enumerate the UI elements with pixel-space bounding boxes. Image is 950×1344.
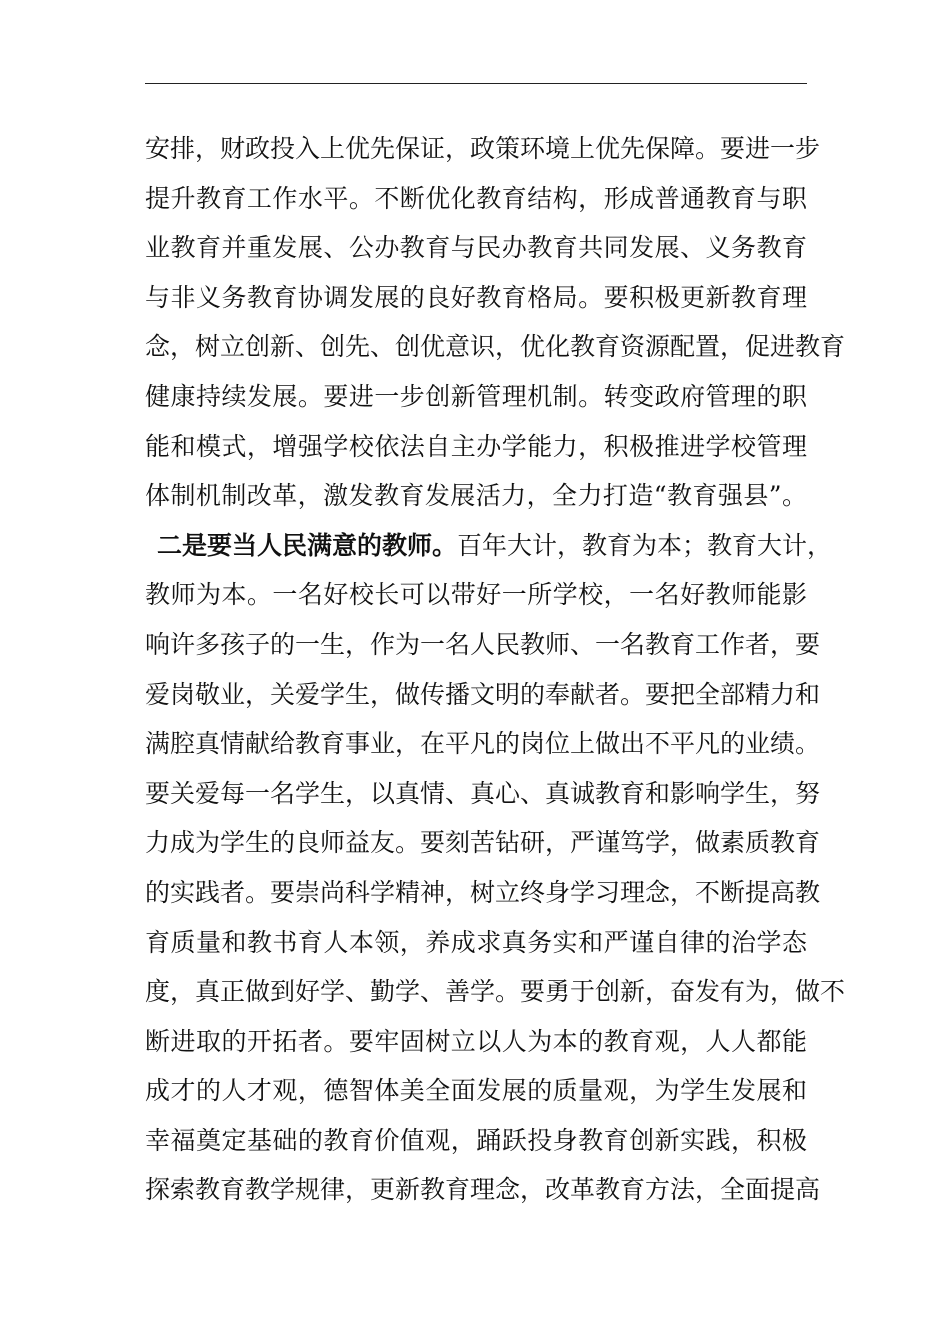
paragraph-line: 健康持续发展。要进一步创新管理机制。转变政府管理的职 — [145, 381, 807, 411]
paragraph-line: 念，树立创新、创先、创优意识，优化教育资源配置，促进教育 — [145, 332, 846, 362]
paragraph-line: 度，真正做到好学、勤学、善学。要勇于创新，奋发有为，做不 — [145, 977, 846, 1007]
paragraph-line: 提升教育工作水平。不断优化教育结构，形成普通教育与职 — [145, 183, 807, 213]
paragraph-line: 的实践者。要崇尚科学精神，树立终身学习理念，不断提高教 — [145, 877, 821, 907]
paragraph-line: 与非义务教育协调发展的良好教育格局。要积极更新教育理 — [145, 282, 807, 312]
paragraph-line: 探索教育教学规律，更新教育理念，改革教育方法，全面提高 — [145, 1175, 821, 1205]
paragraph-line: 响许多孩子的一生，作为一名人民教师、一名教育工作者，要 — [145, 629, 821, 659]
paragraph-line: 力成为学生的良师益友。要刻苦钻研，严谨笃学，做素质教育 — [145, 828, 821, 858]
paragraph-line: 育质量和教书育人本领，养成求真务实和严谨自律的治学态 — [145, 927, 807, 957]
paragraph-line: 教师为本。一名好校长可以带好一所学校，一名好教师能影 — [145, 580, 807, 610]
paragraph-line: 成才的人才观，德智体美全面发展的质量观，为学生发展和 — [145, 1076, 807, 1106]
section-heading-line — [145, 521, 833, 571]
section-heading: 二是要当人民满意的教师。 — [157, 530, 458, 560]
paragraph-line: 业教育并重发展、公办教育与民办教育共同发展、义务教育 — [145, 233, 807, 263]
paragraph-line: 能和模式，增强学校依法自主办学能力，积极推进学校管理 — [145, 431, 807, 461]
paragraph-line: 满腔真情献给教育事业，在平凡的岗位上做出不平凡的业绩。 — [145, 729, 821, 759]
paragraph-line: 断进取的开拓者。要牢固树立以人为本的教育观，人人都能 — [145, 1026, 807, 1056]
paragraph-line: 安排，财政投入上优先保证，政策环境上优先保障。要进一步 — [145, 134, 821, 163]
paragraph-line: 幸福奠定基础的教育价值观，踊跃投身教育创新实践，积极 — [145, 1125, 807, 1155]
section-heading-continuation: 百年大计，教育为本；教育大计， — [457, 530, 833, 560]
document-body — [145, 124, 846, 1215]
paragraph-line: 要关爱每一名学生，以真情、真心、真诚教育和影响学生，努 — [145, 778, 821, 808]
paragraph-line: 体制机制改革，激发教育发展活力，全力打造“教育强县”。 — [145, 481, 807, 511]
header-rule — [145, 83, 807, 84]
paragraph-line: 爱岗敬业，关爱学生，做传播文明的奉献者。要把全部精力和 — [145, 679, 821, 709]
